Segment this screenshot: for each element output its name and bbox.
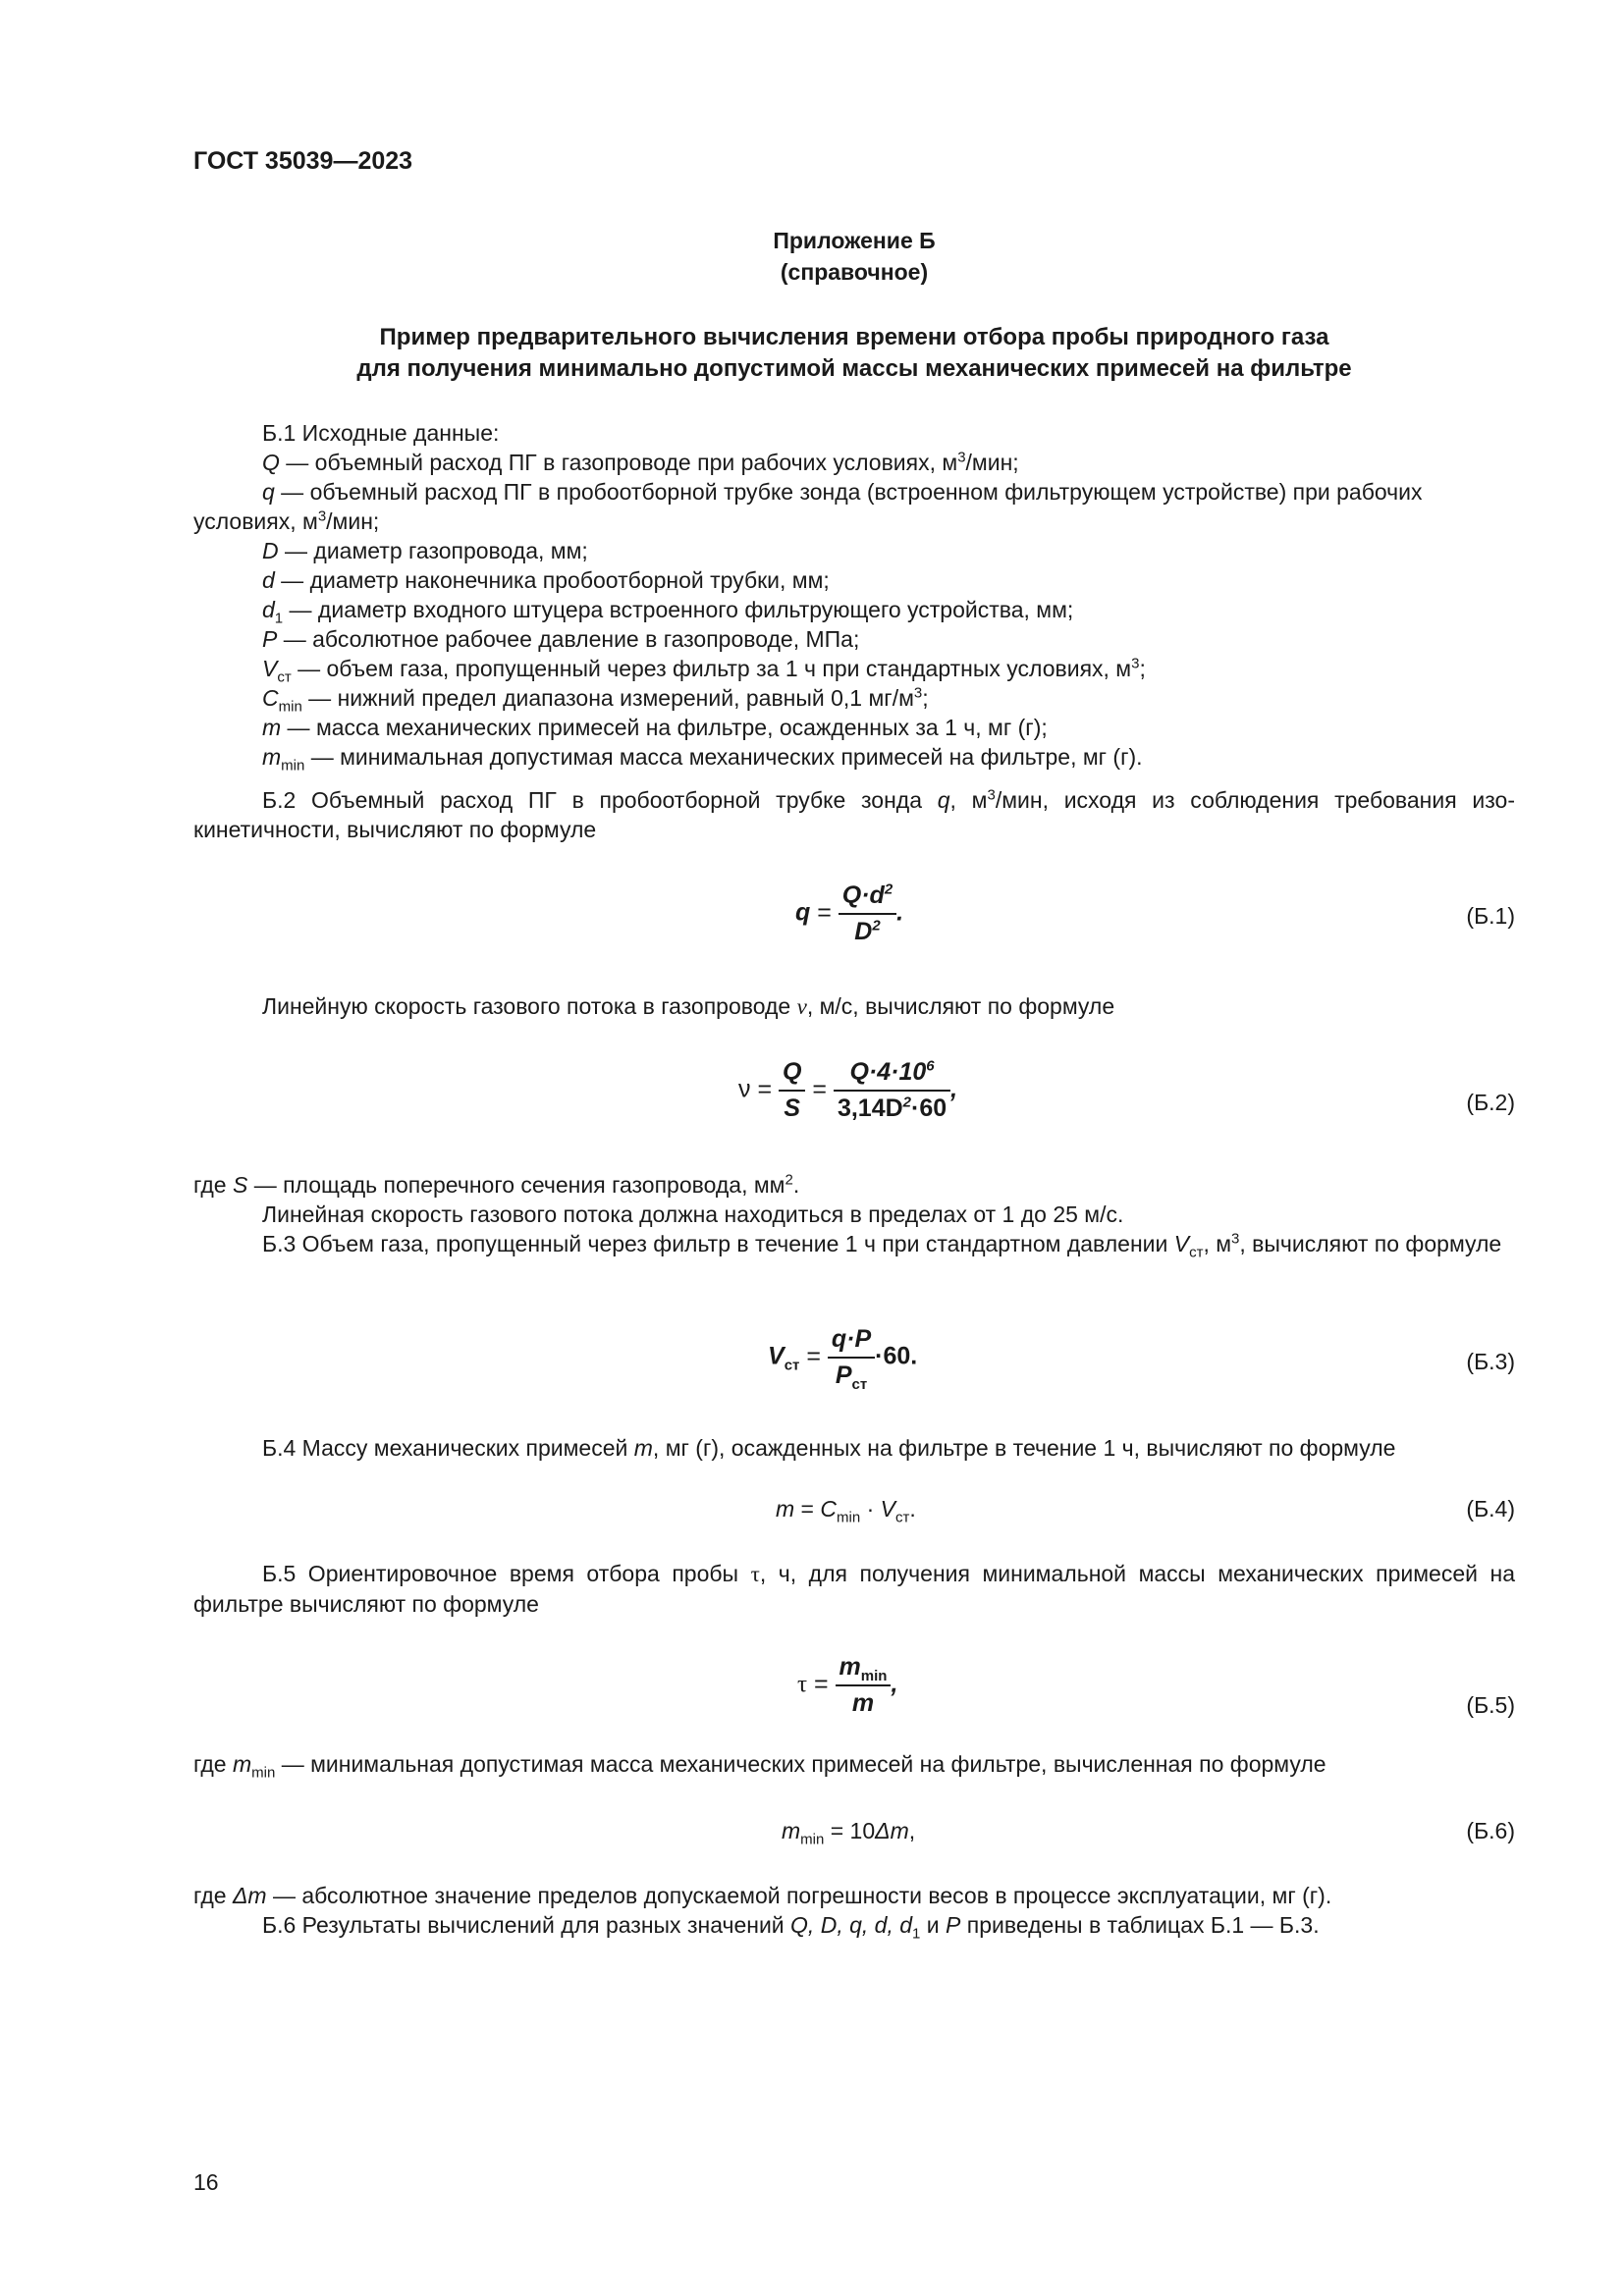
equation-number-b1: (Б.1) xyxy=(1466,903,1515,929)
appendix-title: Приложение Б xyxy=(773,228,936,253)
equation-number-b6: (Б.6) xyxy=(1466,1818,1515,1843)
def-Cmin: $C_{min}$ — нижний предел диапазона измерений, равный 0,1 $мг/м^3$; xyxy=(262,684,929,716)
def-d: d — диаметр наконечника пробоотборной трубки, мм; xyxy=(262,567,830,593)
b4-paragraph: Б.4 Массу механических примесей m, мг (г), осажденных на фильтре в течение 1 ч, вычисляют по формуле xyxy=(262,1435,1396,1461)
def-q-continuation: условиях, $м^3$/мин; xyxy=(193,507,380,534)
b5-paragraph: Б.5 Ориентировочное время отбора пробы τ, ч, для получения минимальной массы механических примесей на фильтре вычисляют по формуле xyxy=(193,1561,1515,1617)
where-delta-m: где Δm — абсолютное значение пределов допускаемой погрешности весов в процессе эксплуатации, мг (г). xyxy=(193,1883,1332,1908)
formula-b2: ν = $\frac{Q}{S}$ = $\frac{Q\cdot 4\cdot 10^6}{3,14D^2\cdot 60}$ , xyxy=(738,1057,958,1122)
velocity-paragraph: Линейную скорость газового потока в газопроводе v, м/с, вычисляют по формуле xyxy=(262,993,1115,1019)
formula-b6: $m_{min} = 10\Delta m$, xyxy=(782,1818,916,1848)
def-q: q — объемный расход ПГ в пробоотборной трубке зонда (встроенном фильтрующем устройстве) при рабочих xyxy=(262,479,1423,505)
formula-b3: $V_{ст}$ = $\frac{q\cdot P}{P_{ст}}$ ·60. xyxy=(768,1325,918,1393)
def-mmin: $m_{min}$ — минимальная допустимая масса механических примесей на фильтре, мг (г). xyxy=(262,744,1143,774)
def-d1: $d_1$ — диаметр входного штуцера встроенного фильтрующего устройства, мм; xyxy=(262,597,1074,627)
b3-paragraph: Б.3 Объем газа, пропущенный через фильтр в течение 1 ч при стандартном давлении $V_{ст}$, $м^3$, вычисляют по формуле xyxy=(262,1230,1502,1261)
formula-b4: $m = C_{min} \cdot V_{ст}$. xyxy=(776,1496,916,1526)
def-Q: Q — объемный расход ПГ в газопроводе при рабочих условиях, $м^3$/мин; xyxy=(262,449,1019,475)
document-code: ГОСТ 35039—2023 xyxy=(193,147,413,175)
equation-number-b2: (Б.2) xyxy=(1466,1090,1515,1115)
b2-paragraph: Б.2 Объемный расход ПГ в пробоотборной трубке зонда q, $м^3$/мин, исходя из соблюдения требования изо-кинетичности, вычисляют по формуле xyxy=(193,786,1516,842)
where-mmin: где $m_{min}$ — минимальная допустимая масса механических примесей на фильтре, вычисленная по формуле xyxy=(193,1751,1326,1782)
formula-b5: τ = $\frac{m_{min}}{m}$ , xyxy=(797,1653,898,1717)
equation-number-b3: (Б.3) xyxy=(1466,1349,1515,1374)
b6-paragraph: Б.6 Результаты вычислений для разных значений Q, D, q, d, $d_1$ и P приведены в таблицах Б.1 — Б.3. xyxy=(262,1912,1320,1943)
b1-intro: Б.1 Исходные данные: xyxy=(262,420,500,446)
equation-number-b4: (Б.4) xyxy=(1466,1496,1515,1522)
def-D: D — диаметр газопровода, мм; xyxy=(262,538,588,563)
def-Vst: $V_{ст}$ — объем газа, пропущенный через фильтр за 1 ч при стандартных условиях, $м^3$; xyxy=(262,655,1146,686)
appendix-subtitle: (справочное) xyxy=(780,259,929,285)
fraction: $\frac{Q\cdot d^2}{D^2}$ xyxy=(839,881,896,946)
where-S: где S — площадь поперечного сечения газопровода, $мм^2$. xyxy=(193,1171,800,1198)
section-heading-line-2: для получения минимально допустимой массы механических примесей на фильтре xyxy=(356,355,1352,382)
formula-b1: q = $\frac{Q\cdot d^2}{D^2}$ . xyxy=(795,881,904,945)
section-heading-line-1: Пример предварительного вычисления времени отбора пробы природного газа xyxy=(379,324,1329,350)
equation-number-b5: (Б.5) xyxy=(1466,1692,1515,1718)
page-number: 16 xyxy=(193,2169,219,2195)
def-m: m — масса механических примесей на фильтре, осажденных за 1 ч, мг (г); xyxy=(262,715,1048,740)
def-P: P — абсолютное рабочее давление в газопроводе, МПа; xyxy=(262,626,860,652)
velocity-limit: Линейная скорость газового потока должна находиться в пределах от 1 до 25 м/с. xyxy=(262,1201,1124,1227)
